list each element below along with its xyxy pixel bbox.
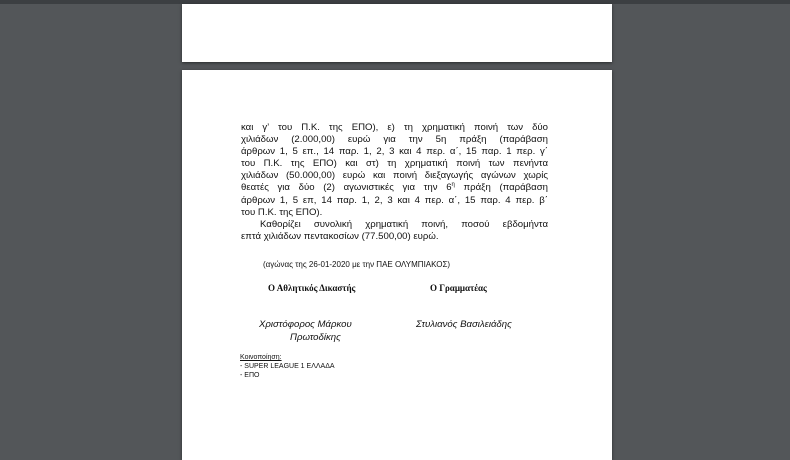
secretary-name: Στυλιανός Βασιλειάδης [416, 319, 512, 330]
pdf-page-previous [182, 4, 612, 62]
pdf-page-current [182, 70, 612, 460]
judge-title: Ο Αθλητικός Δικαστής [268, 283, 356, 293]
body-line: Καθορίζει συνολική χρηματική ποινή, ποσού εβδομήντα [260, 218, 548, 230]
body-line: του Π.Κ. της ΕΠΟ). [241, 206, 323, 218]
notification-list [240, 353, 335, 380]
secretary-title: Ο Γραμματέας [430, 283, 487, 293]
body-line-part: πράξη (παράβαση [454, 182, 548, 194]
body-line [241, 182, 548, 194]
body-line: και γ’ του Π.Κ. της ΕΠΟ), ε) τη χρηματική ποινή των δύο [241, 122, 548, 133]
body-line: χιλιάδων (2.000,00) ευρώ για την 5η πράξη (παράβαση [241, 134, 548, 146]
judge-role: Πρωτοδίκης [290, 332, 341, 343]
notification-heading: Κοινοποίηση: [240, 354, 282, 361]
body-line: του Π.Κ. της ΕΠΟ) και στ) τη χρηματική ποινή των πενήντα [241, 158, 548, 170]
body-line: άρθρων 1, 5 επ., 14 παρ. 1, 2, 3 και 4 περ. α΄, 15 παρ. 1 περ. γ΄ [241, 146, 548, 158]
body-line: επτά χιλιάδων πεντακοσίων (77.500,00) ευρώ. [241, 230, 439, 242]
body-line: χιλιάδων (50.000,00) ευρώ και ποινή διεξαγωγής αγώνων χωρίς [241, 170, 548, 182]
notification-item: - SUPER LEAGUE 1 ΕΛΛΑΔΑ [240, 363, 335, 370]
ordinal-superscript: η [451, 182, 455, 189]
notification-item: - ΕΠΟ [240, 372, 260, 379]
decision-body-text [241, 122, 548, 243]
match-reference: (αγώνας της 26-01-2020 με την ΠΑΕ ΟΛΥΜΠΙΑΚΟΣ) [263, 260, 451, 269]
judge-name: Χριστόφορος Μάρκου [259, 319, 352, 330]
body-line-part: θεατές για δύο (2) αγωνιστικές για την 6 [241, 182, 452, 194]
body-line: άρθρων 1, 5 επ, 14 παρ. 1, 2, 3 και 4 περ. α΄, 15 παρ. 4 περ. β΄ [241, 194, 548, 206]
